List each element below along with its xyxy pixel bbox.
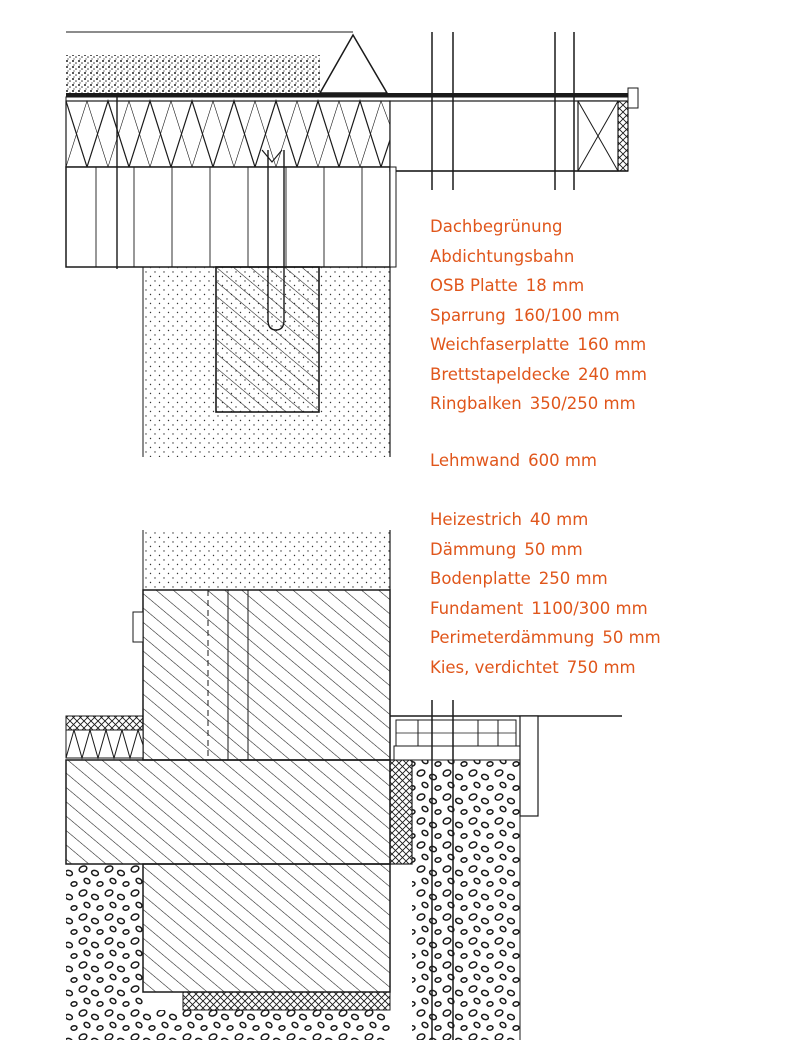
rafter-insulation-layer <box>66 101 390 167</box>
floor-slab <box>133 590 390 760</box>
legend-item: Fundament 1100/300 mm <box>430 598 648 618</box>
perimeter-insulation <box>390 760 412 864</box>
exterior-ground-left <box>66 716 143 758</box>
legend-wall-layers <box>430 446 597 476</box>
legend-item: OSB Platte 18 mm <box>430 276 585 295</box>
legend-item: Lehmwand 600 mm <box>430 451 598 470</box>
roof-membrane-osb <box>66 93 636 101</box>
legend-item: Brettstapeldecke 240 mm <box>430 364 647 384</box>
legend-item: Sparrung 160/100 mm <box>430 305 620 325</box>
legend-item: Kies, verdichtet 750 mm <box>430 657 636 677</box>
clay-wall-lower <box>143 530 390 590</box>
green-roof-layer <box>66 32 387 93</box>
legend-item: Dämmung 50 mm <box>430 539 583 559</box>
legend-item: Bodenplatte 250 mm <box>430 569 608 588</box>
legend-roof-layers <box>430 212 647 419</box>
legend-item: Abdichtungsbahn <box>430 246 575 266</box>
legend-item: Perimeterdämmung 50 mm <box>430 628 661 647</box>
legend-item: Weichfaserplatte 160 mm <box>430 335 647 354</box>
legend-item: Ringbalken 350/250 mm <box>430 394 636 413</box>
legend-item: Dachbegrünung <box>430 217 563 236</box>
legend-item: Heizestrich 40 mm <box>430 510 589 529</box>
legend-floor-layers <box>430 505 661 682</box>
